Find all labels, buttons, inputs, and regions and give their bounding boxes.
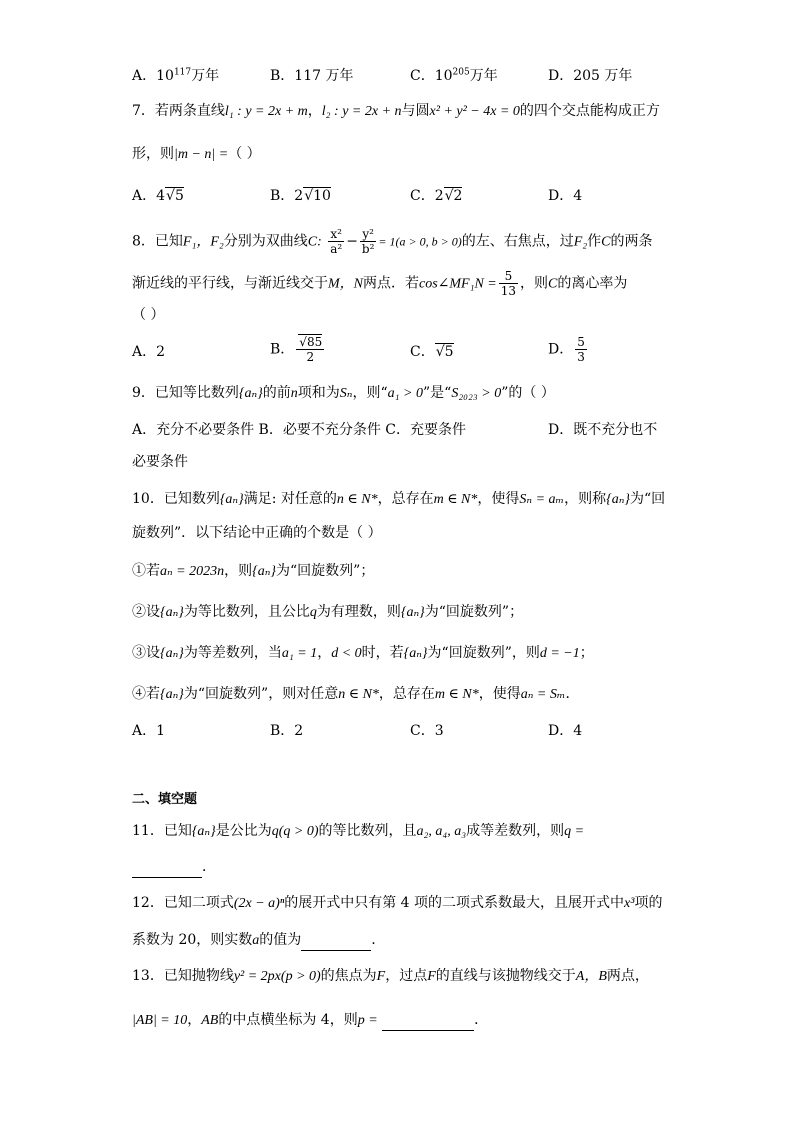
q6-option-d: D．205 万年 [548,68,633,84]
q8-option-d: D． $\frac{5}{3}$ [548,335,585,364]
section-heading-fill-in: 二、填空题 [132,792,198,807]
question-13-line-1: 13．已知抛物线y² = 2px(p > 0)的焦点为F，过点F的直线与该抛物线交于A，B两点， [132,968,649,984]
q10-statement-4: ④若{aₙ}为“回旋数列”，则对任意n ∈ N*，总存在m ∈ N*，使得aₙ = Sₘ． [132,686,580,702]
fraction-5-13: $\frac{5}{13}$ [500,269,517,298]
q8-option-c: C．√5 [410,344,454,360]
question-11-line-1: 11．已知{aₙ}是公比为q(q > 0)的等比数列，且a₂, a₄, a₃成等差数列，则q = [132,823,585,839]
fraction-y2-b2: $\frac{\text{y²}}{\text{b²}}$ [361,227,375,256]
question-10-line-2: 旋数列”．以下结论中正确的个数是（ ） [132,525,382,541]
q7-option-c: C．2√2 [410,188,463,204]
question-12-line-2: 系数为 20，则实数a的值为 . [132,930,376,951]
q6-option-c: C．$10^{205}$万年 [410,67,498,84]
answer-blank-12[interactable] [301,930,371,951]
q10-option-c: C．3 [410,723,444,739]
q7-option-a: A．4√5 [132,188,184,204]
question-9-line-1: 9．已知等比数列{aₙ}的前n项和为Sₙ，则“a₁ > 0”是“S₂₀₂₃ > 0”的（ ） [132,385,555,401]
question-7-line-2: 形，则|m − n| =（ ） [132,146,261,162]
question-12-line-1: 12．已知二项式(2x − a)ⁿ的展开式中只有第 4 项的二项式系数最大，且展开式中x³项的 [132,895,663,911]
q10-option-d: D．4 [548,723,583,739]
answer-blank-13[interactable] [382,1010,474,1031]
question-8-line-3: （ ） [132,307,165,323]
q10-option-a: A．1 [132,723,166,739]
q7-option-d: D．4 [548,188,583,204]
q10-statement-3: ③设{aₙ}为等差数列，当a₁ = 1，d < 0时，若{aₙ}为“回旋数列”，则d = −1； [132,645,594,661]
question-13-line-2: |AB| = 10，AB的中点横坐标为 4，则p = ． [132,1010,488,1031]
q9-option-d: D．既不充分也不 [548,422,658,438]
q6-option-b: B．117 万年 [270,68,354,84]
question-11-answer-line: ． [132,857,216,878]
q6-option-a: A．$10^{117}$万年 [132,67,220,84]
q8-option-b: B． $\frac{√85}{2}$ [270,335,323,364]
question-7-line-1: 7．若两条直线l₁ : y = 2x + m，l₂ : y = 2x + n与圆x² + y² − 4x = 0的四个交点能构成正方 [132,103,660,119]
question-10-line-1: 10．已知数列{aₙ}满足: 对任意的n ∈ N*，总存在m ∈ N*，使得Sₙ = aₘ，则称{aₙ}为“回 [132,491,666,507]
answer-blank-11[interactable] [132,857,202,878]
q9-options-abc: A．充分不必要条件 B．必要不充分条件 C．充要条件 [132,422,467,438]
question-8-line-2: 渐近线的平行线，与渐近线交于M，N两点．若cos∠MF₁N = $\frac{5}{13}$ ，则C的离心率为 [132,269,628,298]
q10-option-b: B．2 [270,723,304,739]
q8-option-a: A．2 [132,344,166,360]
question-8-line-1: 8．已知F₁，F₂分别为双曲线C: $\frac{\text{x²}}{\text{a²}}$ − $\frac{\text{y²}}{\text{b²}}$ = 1(a > 0, b > 0)的左、右焦点，过F₂作C的两条 [132,227,653,256]
q10-statement-1: ①若aₙ = 2023n，则{aₙ}为“回旋数列”； [132,563,375,579]
q7-option-b: B．2√10 [270,188,331,204]
q9-option-d-cont: 必要条件 [132,454,188,470]
fraction-x2-a2: $\frac{\text{x²}}{\text{a²}}$ [330,227,343,256]
q10-statement-2: ②设{aₙ}为等比数列，且公比q为有理数，则{aₙ}为“回旋数列”； [132,604,524,620]
